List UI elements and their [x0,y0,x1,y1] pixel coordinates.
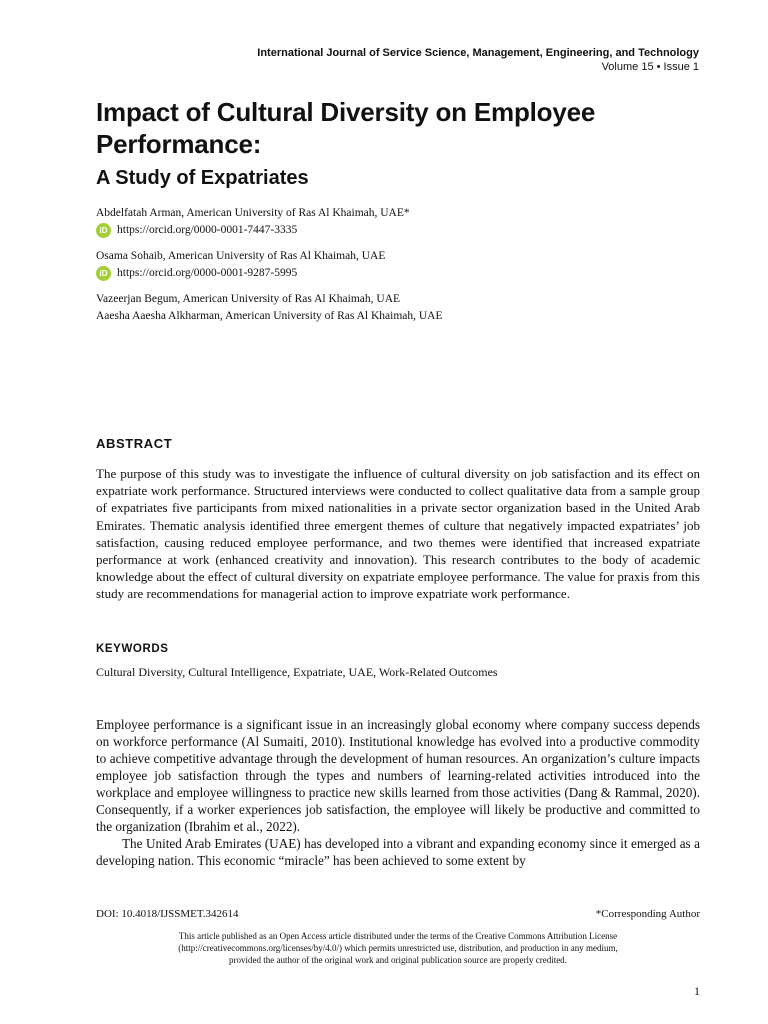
author-1: Abdelfatah Arman, American University of Ras Al Khaimah, UAE* [96,207,410,219]
article-title: Impact of Cultural Diversity on Employee Performance: [96,97,596,159]
body-paragraph: The United Arab Emirates (UAE) has developed into a vibrant and expanding economy since it emerged as a developing nation. This economic “miracle” has been achieved to some extent by [96,836,700,868]
body-paragraph: Employee performance is a significant issue in an increasingly global economy where company success depends on workforce performance (Al Sumaiti, 2010). Institutional knowledge has evolved into a productive commodity to achieve competitive advantage through the development of human resources. An organization’s culture impacts employee job satisfaction through the types and numbers of learning-related activities introduced into the workplace and employee willingness to practice new skills learned from those activities (Dang & Rammal, 2020). Consequently, if a worker experiences job satisfaction, the employee will likely be productive and committed to the organization (Ibrahim et al., 2022). [96,717,700,834]
author-4: Aaesha Aaesha Alkharman, American University of Ras Al Khaimah, UAE [96,310,443,322]
doi: DOI: 10.4018/IJSSMET.342614 [96,908,239,920]
license-notice [120,930,676,966]
author-list [96,205,696,325]
license-line: provided the author of the original work and original publication source are properly credited. [229,955,567,965]
abstract-text: The purpose of this study was to investigate the influence of cultural diversity on job satisfaction and its effect on expatriate work performance. Structured interviews were conducted to collect qualitative data from a sample group of expatriates five participants from mixed nationalities in a private sector organization based in the United Arab Emirates. Thematic analysis identified three emergent themes of culture that negatively impacted expatriates’ job satisfaction, causing reduced employee performance, and two themes were identified that increased expatriate performance at work (enhanced creativity and innovation). This research contributes to the body of academic knowledge about the effect of cultural diversity on expatriate employee performance. The value for praxis from this study are recommendations for managerial action to improve expatriate work performance. [96,466,700,602]
orcid-icon: iD [96,223,111,238]
abstract-heading: ABSTRACT [96,436,173,451]
author-1-orcid [96,222,696,239]
page-number: 1 [694,984,700,998]
license-line: This article published as an Open Access article distributed under the terms of the Creative Commons Attribution License [178,931,618,941]
orcid-link[interactable]: https://orcid.org/0000-0001-7447-3335 [117,224,298,236]
corresponding-author-note: *Corresponding Author [595,908,700,920]
body-text [96,716,700,869]
keywords-text: Cultural Diversity, Cultural Intelligence, Expatriate, UAE, Work-Related Outcomes [96,665,498,679]
orcid-link[interactable]: https://orcid.org/0000-0001-9287-5995 [117,267,298,279]
title-block [96,96,696,190]
journal-name: International Journal of Service Science, Management, Engineering, and Technology [257,47,699,59]
journal-header [257,46,699,74]
footer-row [96,908,700,920]
author-2: Osama Sohaib, American University of Ras Al Khaimah, UAE [96,250,386,262]
keywords-heading: KEYWORDS [96,643,169,655]
author-2-orcid [96,265,696,282]
article-subtitle: A Study of Expatriates [96,167,309,189]
license-line: (http://creativecommons.org/licenses/by/4.0/) which permits unrestricted use, distribution, and production in any medium, [178,943,618,953]
orcid-icon: iD [96,266,111,281]
author-3: Vazeerjan Begum, American University of Ras Al Khaimah, UAE [96,293,401,305]
volume-issue: Volume 15 • Issue 1 [601,61,699,73]
